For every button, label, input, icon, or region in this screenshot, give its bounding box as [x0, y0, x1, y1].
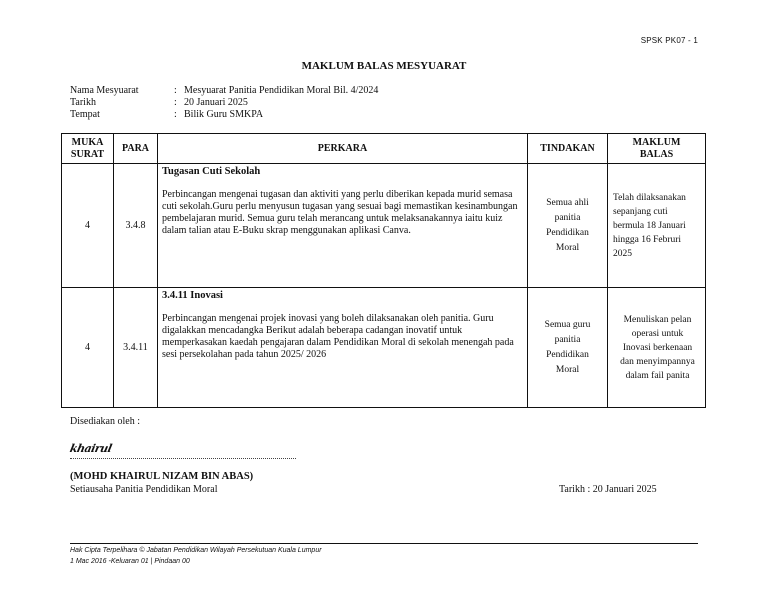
- cell-maklum-balas: [608, 288, 706, 408]
- maklum-line: Inovasi berkenaan: [622, 342, 693, 353]
- meta-colon: :: [174, 109, 177, 120]
- signatory-name: (MOHD KHAIRUL NIZAM BIN ABAS): [70, 471, 254, 482]
- header-maklum-balas: [608, 134, 706, 164]
- meta-row-date: [70, 97, 378, 109]
- cell-para: 3.4.11: [114, 288, 158, 408]
- maklum-line: Menuliskan pelan: [623, 314, 692, 325]
- maklum-line: operasi untuk: [631, 328, 684, 339]
- cell-perkara: [158, 288, 528, 408]
- maklum-line: sepanjang cuti: [613, 206, 668, 217]
- table-row: [62, 164, 706, 288]
- maklum-line: Telah dilaksanakan: [613, 192, 686, 203]
- signed-date: Tarikh : 20 Januari 2025: [559, 484, 657, 495]
- header-text: BALAS: [639, 148, 674, 160]
- meta-colon: :: [174, 85, 177, 96]
- header-text: MUKA: [71, 136, 104, 148]
- minutes-table: [61, 133, 706, 408]
- cell-maklum-balas: [608, 164, 706, 288]
- signature: khairul: [68, 442, 113, 455]
- table-header-row: [62, 134, 706, 164]
- item-heading: Tugasan Cuti Sekolah: [162, 166, 261, 177]
- item-body: Perbincangan mengenai tugasan dan aktiviti yang perlu diberikan kepada murid semasa cuti sekolah.Guru perlu menyusun tugasan yang sesuai bagi memastikan kesinambungan pembelajaran murid. Semua guru telah merancang untuk melaksanakannya iaitu kuiz dalam talian atau E-Buku skrap menggunakan aplikasi Canva.: [162, 189, 518, 236]
- signature-line: [70, 458, 296, 459]
- signatory-position: Setiausaha Panitia Pendidikan Moral: [70, 484, 218, 495]
- maklum-line: dalam fail panita: [625, 370, 690, 381]
- item-body: Perbincangan mengenai projek inovasi yang boleh dilaksanakan oleh panitia. Guru digalakkan mencadangka Berikut adalah beberapa cadangan inovatif untuk memperkasakan kaedah pengajaran dalam Pendidikan Moral di sekolah menengah pada sesi persekolahan pada tahun 2025/ 2026: [162, 313, 514, 360]
- cell-para: 3.4.8: [114, 164, 158, 288]
- document-title: MAKLUM BALAS MESYUARAT: [301, 60, 467, 72]
- footer-copyright: Hak Cipta Terpelihara © Jabatan Pendidikan Wilayah Persekutuan Kuala Lumpur: [70, 547, 322, 554]
- tindakan-line: Semua guru: [544, 319, 591, 330]
- meta-label: Nama Mesyuarat: [70, 85, 139, 96]
- tindakan-line: panitia: [554, 334, 581, 345]
- header-text: SURAT: [70, 148, 105, 160]
- meta-row-meeting-name: [70, 85, 378, 97]
- prepared-by-label: Disediakan oleh :: [70, 416, 140, 427]
- cell-muka-surat: 4: [62, 164, 114, 288]
- table-row: [62, 288, 706, 408]
- footer-version: 1 Mac 2016 -Keluaran 01 | Pindaan 00: [70, 558, 190, 565]
- footer: [70, 545, 322, 567]
- maklum-line: bermula 18 Januari: [613, 220, 686, 231]
- item-heading: 3.4.11 Inovasi: [162, 290, 223, 301]
- cell-tindakan: [528, 164, 608, 288]
- header-tindakan: TINDAKAN: [528, 134, 608, 164]
- meta-value: Bilik Guru SMKPA: [184, 109, 264, 120]
- maklum-line: dan menyimpannya: [620, 356, 695, 367]
- tindakan-line: Pendidikan: [546, 227, 589, 238]
- maklum-line: 2025: [613, 248, 632, 259]
- tindakan-line: Moral: [555, 242, 580, 253]
- meta-label: Tarikh: [70, 97, 96, 108]
- tindakan-line: Semua ahli: [546, 197, 589, 208]
- cell-tindakan: [528, 288, 608, 408]
- meeting-details: [70, 85, 378, 121]
- header-text: MAKLUM: [632, 136, 681, 148]
- maklum-line: hingga 16 Februri: [613, 234, 682, 245]
- cell-perkara: [158, 164, 528, 288]
- meta-colon: :: [174, 97, 177, 108]
- meta-value: Mesyuarat Panitia Pendidikan Moral Bil. 4/2024: [184, 85, 379, 96]
- meta-label: Tempat: [70, 109, 100, 120]
- cell-muka-surat: 4: [62, 288, 114, 408]
- tindakan-line: Pendidikan: [546, 349, 589, 360]
- header-perkara: PERKARA: [158, 134, 528, 164]
- tindakan-line: Moral: [555, 364, 580, 375]
- header-muka-surat: [62, 134, 114, 164]
- tindakan-line: panitia: [554, 212, 581, 223]
- header-para: PARA: [114, 134, 158, 164]
- meta-value: 20 Januari 2025: [184, 97, 248, 108]
- meta-row-place: [70, 109, 378, 121]
- footer-divider: [70, 543, 698, 544]
- document-code: SPSK PK07 - 1: [640, 36, 698, 45]
